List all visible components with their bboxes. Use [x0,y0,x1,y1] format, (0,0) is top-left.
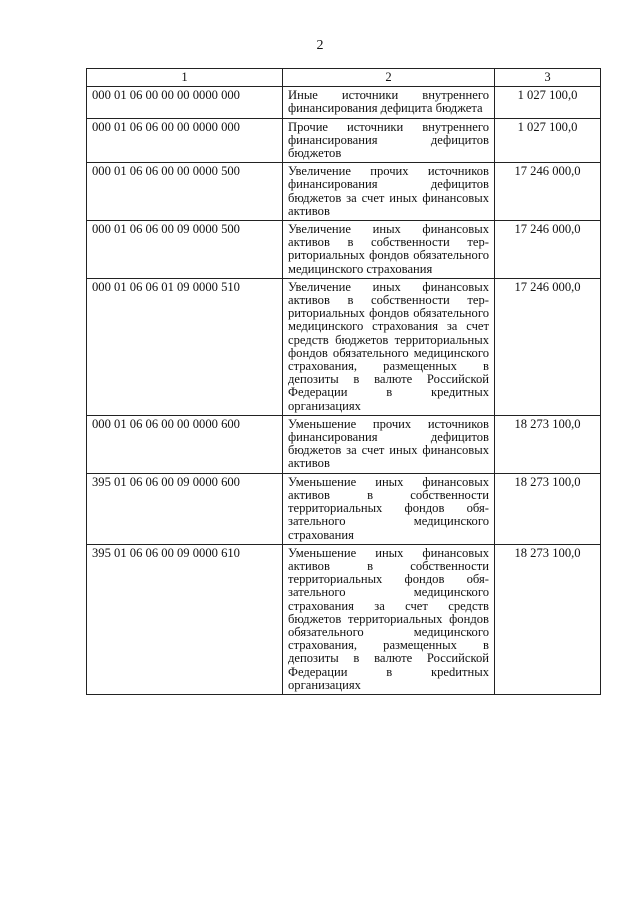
table-header-row [87,69,601,87]
table-row [87,87,601,118]
row-name: Иные источники внутреннего финансирования дефицита бюджета [283,87,495,118]
row-code: 000 01 06 00 00 00 0000 000 [87,87,283,118]
table-row [87,163,601,221]
table-row [87,278,601,415]
row-amount: 18 273 100,0 [495,473,601,544]
row-name: Увеличение иных финансовых активов в собственности территориальных фондов обязательного медицинского страхования [283,221,495,279]
row-amount: 1 027 100,0 [495,87,601,118]
row-amount: 18 273 100,0 [495,415,601,473]
table-row [87,415,601,473]
row-name: Прочие источники внутреннего финансирования дефицитов бюджетов [283,118,495,163]
column-header-name: 2 [283,69,495,87]
row-name: Уменьшение иных финансовых активов в собственности территориальных фондов обязательного медицинского страхования [283,473,495,544]
row-name: Уменьшение иных финансовых активов в собственности территориальных фондов обязательного медицинского страхования за счет средств бюджетов территориальных фондов обязательного медицинского страхования, размещенных в депозиты в валюте Российской Федерации в креdитных организациях [283,544,495,694]
row-code: 395 01 06 06 00 09 0000 610 [87,544,283,694]
table-row [87,544,601,694]
row-amount: 17 246 000,0 [495,163,601,221]
row-amount: 18 273 100,0 [495,544,601,694]
row-code: 000 01 06 06 00 00 0000 500 [87,163,283,221]
row-code: 395 01 06 06 00 09 0000 600 [87,473,283,544]
column-header-amount: 3 [495,69,601,87]
row-code: 000 01 06 06 01 09 0000 510 [87,278,283,415]
row-amount: 1 027 100,0 [495,118,601,163]
row-name: Увеличение прочих источников финансирования дефицитов бюджетов за счет иных финансовых активов [283,163,495,221]
table-row [87,473,601,544]
row-name: Увеличение иных финансовых активов в собственности территориальных фондов обязательного медицинского страхования за счет средств бюджетов территориальных фондов обязательного медицинского страхования, размещенных в депозиты в валюте Российской Федерации в кредитных организациях [283,278,495,415]
table-row [87,118,601,163]
row-amount: 17 246 000,0 [495,278,601,415]
table-row [87,221,601,279]
page-number: 2 [316,38,324,53]
column-header-code: 1 [87,69,283,87]
budget-sources-table [86,68,601,695]
row-code: 000 01 06 06 00 09 0000 500 [87,221,283,279]
row-code: 000 01 06 06 00 00 0000 600 [87,415,283,473]
row-amount: 17 246 000,0 [495,221,601,279]
row-name: Уменьшение прочих источников финансирования дефицитов бюджетов за счет иных финансовых активов [283,415,495,473]
row-code: 000 01 06 06 00 00 0000 000 [87,118,283,163]
